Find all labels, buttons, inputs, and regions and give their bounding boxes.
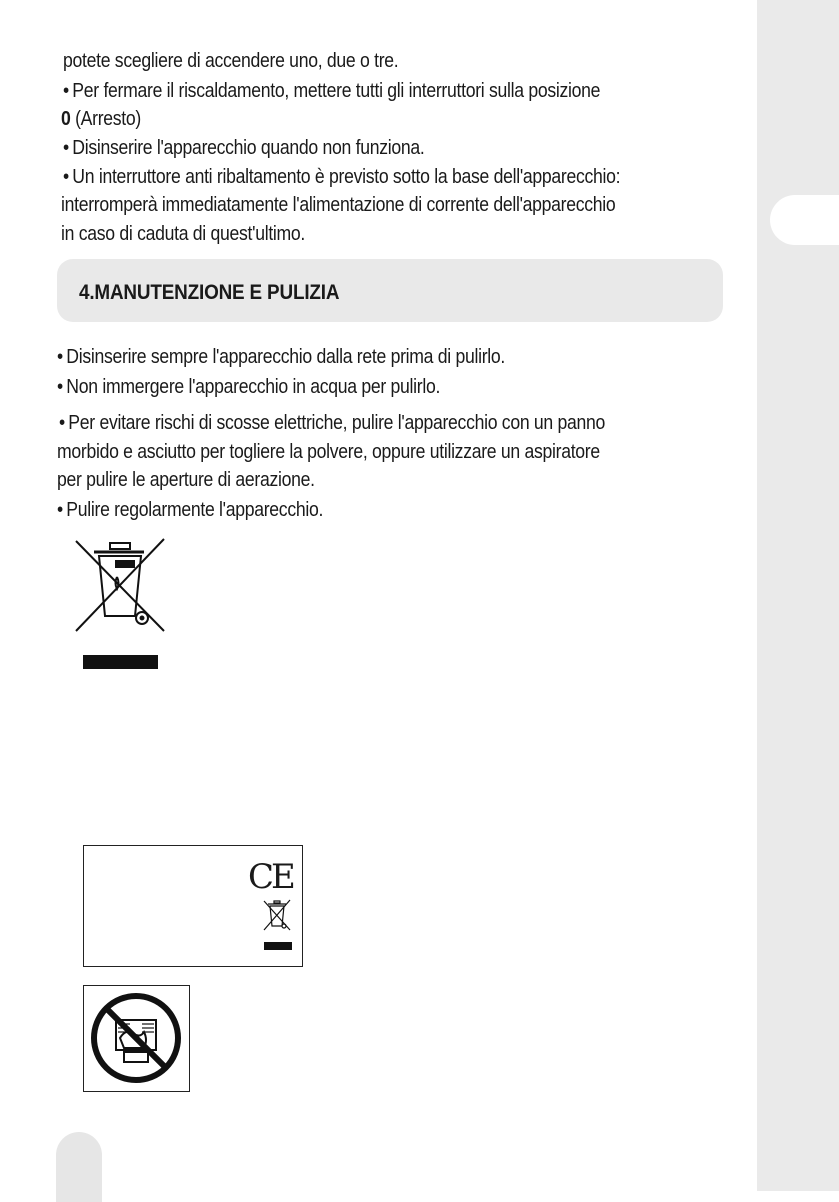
bullet: • [59, 411, 65, 434]
rating-label [83, 845, 303, 967]
intro-line-7: in caso di caduta di quest'ultimo. [61, 222, 306, 245]
maintenance-line-3: • Per evitare rischi di scosse elettriche, pulire l'apparecchio con un panno [59, 411, 606, 434]
intro-line-3: 0 (Arresto) [61, 107, 141, 130]
bullet: • [63, 165, 69, 188]
bullet: • [57, 498, 63, 521]
do-not-cover-symbol [83, 985, 190, 1092]
section-title: 4.MANUTENZIONE E PULIZIA [79, 281, 340, 304]
maintenance-line-1: • Disinserire sempre l'apparecchio dalla rete prima di pulirlo. [57, 345, 506, 368]
do-not-cover-icon [88, 990, 184, 1086]
weee-bar [83, 655, 158, 669]
maintenance-line-2: • Non immergere l'apparecchio in acqua per pulirlo. [57, 375, 441, 398]
crossed-out-wheelie-bin-icon [72, 535, 168, 635]
maintenance-line-4: morbido e asciutto per togliere la polvere, oppure utilizzare un aspiratore [57, 440, 600, 463]
intro-line-6: interromperà immediatamente l'alimentazione di corrente dell'apparecchio [61, 193, 616, 216]
maintenance-line-6: • Pulire regolarmente l'apparecchio. [57, 498, 324, 521]
intro-line-2: • Per fermare il riscaldamento, mettere tutti gli interruttori sulla posizione [63, 79, 601, 102]
maintenance-line-5: per pulire le aperture di aerazione. [57, 468, 315, 491]
small-weee-bar [264, 942, 292, 950]
bullet: • [57, 345, 63, 368]
side-language-tab [770, 195, 839, 245]
bullet: • [63, 79, 69, 102]
intro-line-5: • Un interruttore anti ribaltamento è previsto sotto la base dell'apparecchio: [63, 165, 621, 188]
bullet: • [63, 136, 69, 159]
bullet: • [57, 375, 63, 398]
side-strip [757, 0, 839, 1191]
ce-mark: CE [248, 857, 293, 897]
intro-line-4: • Disinserire l'apparecchio quando non funziona. [63, 136, 425, 159]
page-number-tab [56, 1132, 102, 1202]
section-header [57, 259, 723, 322]
small-crossed-out-bin-icon [262, 898, 292, 932]
intro-line-1: potete scegliere di accendere uno, due o tre. [63, 49, 399, 72]
